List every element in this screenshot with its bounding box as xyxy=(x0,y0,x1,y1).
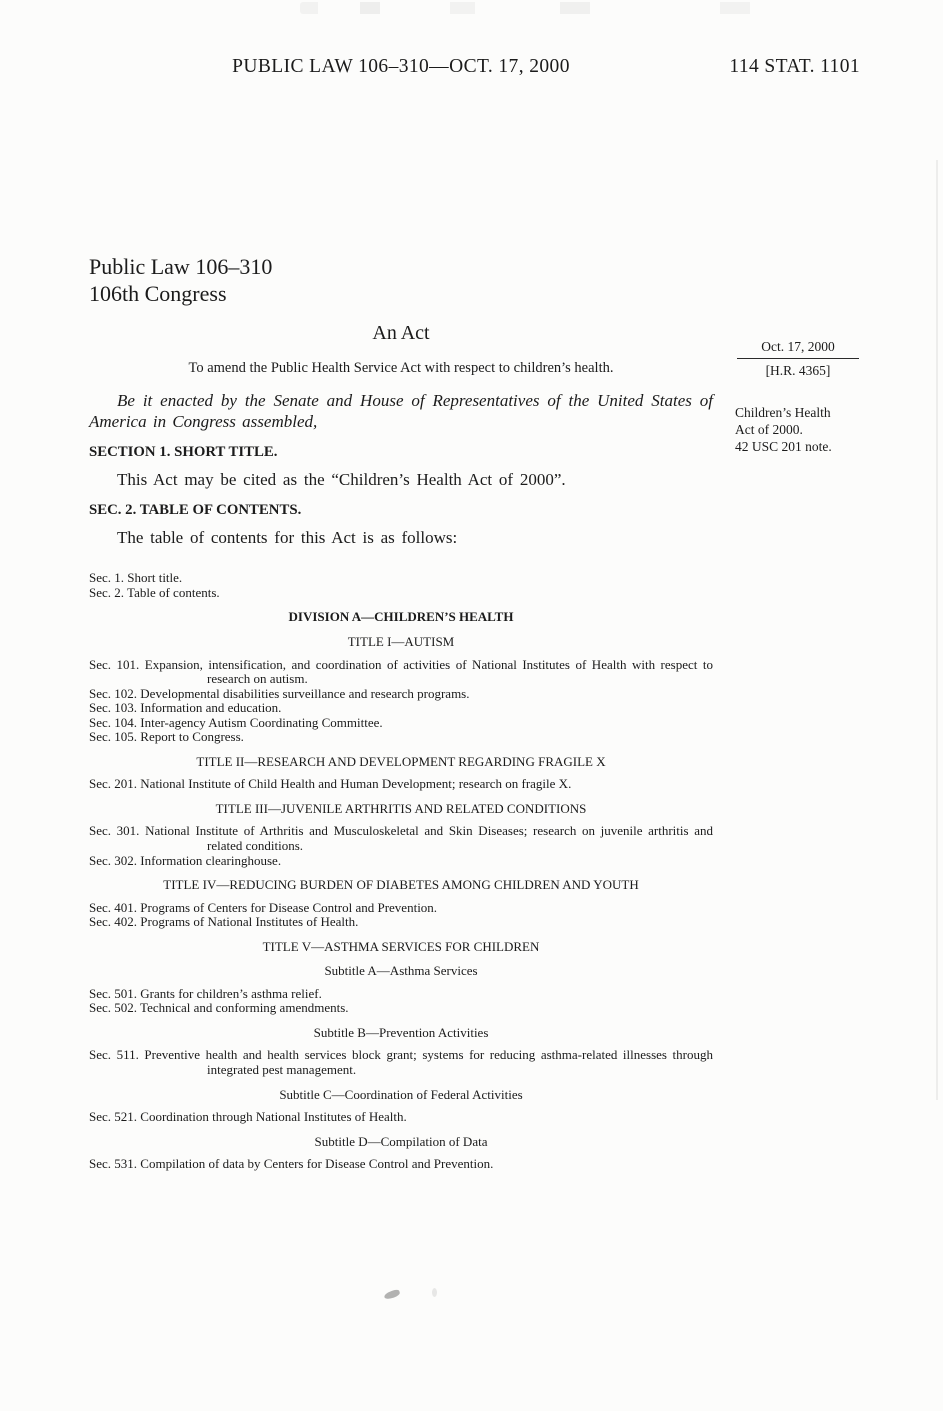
main-text-column xyxy=(89,254,713,1172)
toc-title-heading: TITLE IV—REDUCING BURDEN OF DIABETES AMONG CHILDREN AND YOUTH xyxy=(163,877,639,893)
scan-artifact-bottom xyxy=(383,1289,400,1301)
toc-title-heading: TITLE V—ASTHMA SERVICES FOR CHILDREN xyxy=(262,938,540,954)
running-header xyxy=(89,56,860,78)
margin-note-date-block xyxy=(737,338,859,379)
toc-entry-label: Sec. 201. xyxy=(89,776,141,792)
scan-artifact-top xyxy=(300,2,820,14)
toc-entry: Sec. 301. National Institute of Arthritis and Musculoskeletal and Skin Diseases; research on juvenile arthritis and related conditions. xyxy=(89,823,713,853)
toc-entry-label: Sec. 103. xyxy=(89,700,141,716)
toc-entry: Sec. 201. National Institute of Child Health and Human Development; research on fragile X. xyxy=(89,776,572,792)
toc-entry-label: Sec. 401. xyxy=(89,899,141,915)
toc-entry-label: Sec. 531. xyxy=(89,1156,141,1172)
toc-entry-label: Sec. 105. xyxy=(89,729,141,745)
enacting-clause: Be it enacted by the Senate and House of Representatives of the United States of America in Congress assembled, xyxy=(89,390,713,432)
margin-note-act-line3: 42 USC 201 note. xyxy=(735,439,832,454)
toc-entry-label: Sec. 301. xyxy=(89,823,146,839)
toc-entry: Sec. 105. Report to Congress. xyxy=(89,729,244,745)
toc-division-heading: DIVISION A—CHILDREN’S HEALTH xyxy=(288,609,514,625)
toc-entry-label: Sec. 402. xyxy=(89,914,141,930)
toc-entry: Sec. 302. Information clearinghouse. xyxy=(89,852,282,868)
section-1-heading: SECTION 1. SHORT TITLE. xyxy=(89,444,278,461)
toc-entry: Sec. 101. Expansion, intensification, and coordination of activities of National Institutes of Health with respect to research on autism. xyxy=(89,656,713,687)
toc-title-heading: TITLE II—RESEARCH AND DEVELOPMENT REGARDING FRAGILE X xyxy=(196,753,606,769)
toc-entry-label: Sec. 511. xyxy=(89,1047,145,1063)
toc-entry-label: Sec. 1. xyxy=(89,570,128,586)
toc-title-heading: TITLE III—JUVENILE ARTHRITIS AND RELATED CONDITIONS xyxy=(215,800,587,816)
toc-entry: Sec. 402. Programs of National Institutes of Health. xyxy=(89,914,359,930)
toc-subtitle-heading: Subtitle A—Asthma Services xyxy=(324,963,478,979)
toc-entry-label: Sec. 2. xyxy=(89,584,128,600)
section-2-heading: SEC. 2. TABLE OF CONTENTS. xyxy=(89,502,302,519)
margin-note-act-line2: Act of 2000. xyxy=(735,422,803,437)
toc-entry-label: Sec. 501. xyxy=(89,985,141,1001)
stat-citation: 114 STAT. 1101 xyxy=(729,56,860,77)
toc-subtitle-heading: Subtitle D—Compilation of Data xyxy=(314,1133,488,1149)
scan-edge-line xyxy=(936,160,938,1100)
toc-entry: Sec. 104. Inter-agency Autism Coordinating Committee. xyxy=(89,714,383,730)
toc-entry: Sec. 2. Table of contents. xyxy=(89,584,220,600)
toc-subtitle-heading: Subtitle C—Coordination of Federal Activities xyxy=(279,1086,523,1102)
toc-entry: Sec. 502. Technical and conforming amendments. xyxy=(89,1000,349,1016)
toc-entry: Sec. 103. Information and education. xyxy=(89,700,282,716)
scan-artifact-bottom-dot xyxy=(432,1288,437,1297)
toc-entry: Sec. 102. Developmental disabilities surveillance and research programs. xyxy=(89,685,470,701)
toc-entry-label: Sec. 104. xyxy=(89,714,141,730)
toc-title-heading: TITLE I—AUTISM xyxy=(347,633,455,649)
toc-entry: Sec. 401. Programs of Centers for Disease Control and Prevention. xyxy=(89,899,438,915)
running-header-title: PUBLIC LAW 106–310—OCT. 17, 2000 xyxy=(232,56,570,77)
preamble: To amend the Public Health Service Act with respect to children’s health. xyxy=(188,359,614,376)
table-of-contents xyxy=(89,571,713,1171)
toc-entry-label: Sec. 302. xyxy=(89,852,141,868)
toc-entry: Sec. 531. Compilation of data by Centers for Disease Control and Prevention. xyxy=(89,1156,494,1172)
margin-note-act-citation xyxy=(735,404,863,455)
toc-entry: Sec. 511. Preventive health and health services block grant; systems for reducing asthma-related illnesses through integrated pest management. xyxy=(89,1047,713,1078)
toc-entry-label: Sec. 502. xyxy=(89,1000,141,1016)
margin-note-date: Oct. 17, 2000 xyxy=(737,338,859,359)
toc-entry-label: Sec. 101. xyxy=(89,656,145,672)
section-2-text: The table of contents for this Act is as follows: xyxy=(117,528,458,548)
toc-entry: Sec. 501. Grants for children’s asthma relief. xyxy=(89,985,322,1001)
congress-line: 106th Congress xyxy=(89,280,227,306)
toc-entry-label: Sec. 521. xyxy=(89,1109,141,1125)
section-1-text: This Act may be cited as the “Children’s Health Act of 2000”. xyxy=(117,470,566,490)
act-heading: An Act xyxy=(372,321,430,344)
toc-entry-label: Sec. 102. xyxy=(89,685,141,701)
toc-subtitle-heading: Subtitle B—Prevention Activities xyxy=(313,1024,489,1040)
margin-note-bill-number: [H.R. 4365] xyxy=(765,363,831,378)
toc-entry: Sec. 521. Coordination through National Institutes of Health. xyxy=(89,1109,407,1125)
margin-note-act-line1: Children’s Health xyxy=(735,405,831,420)
toc-entry: Sec. 1. Short title. xyxy=(89,570,183,586)
public-law-number: Public Law 106–310 xyxy=(89,254,273,279)
